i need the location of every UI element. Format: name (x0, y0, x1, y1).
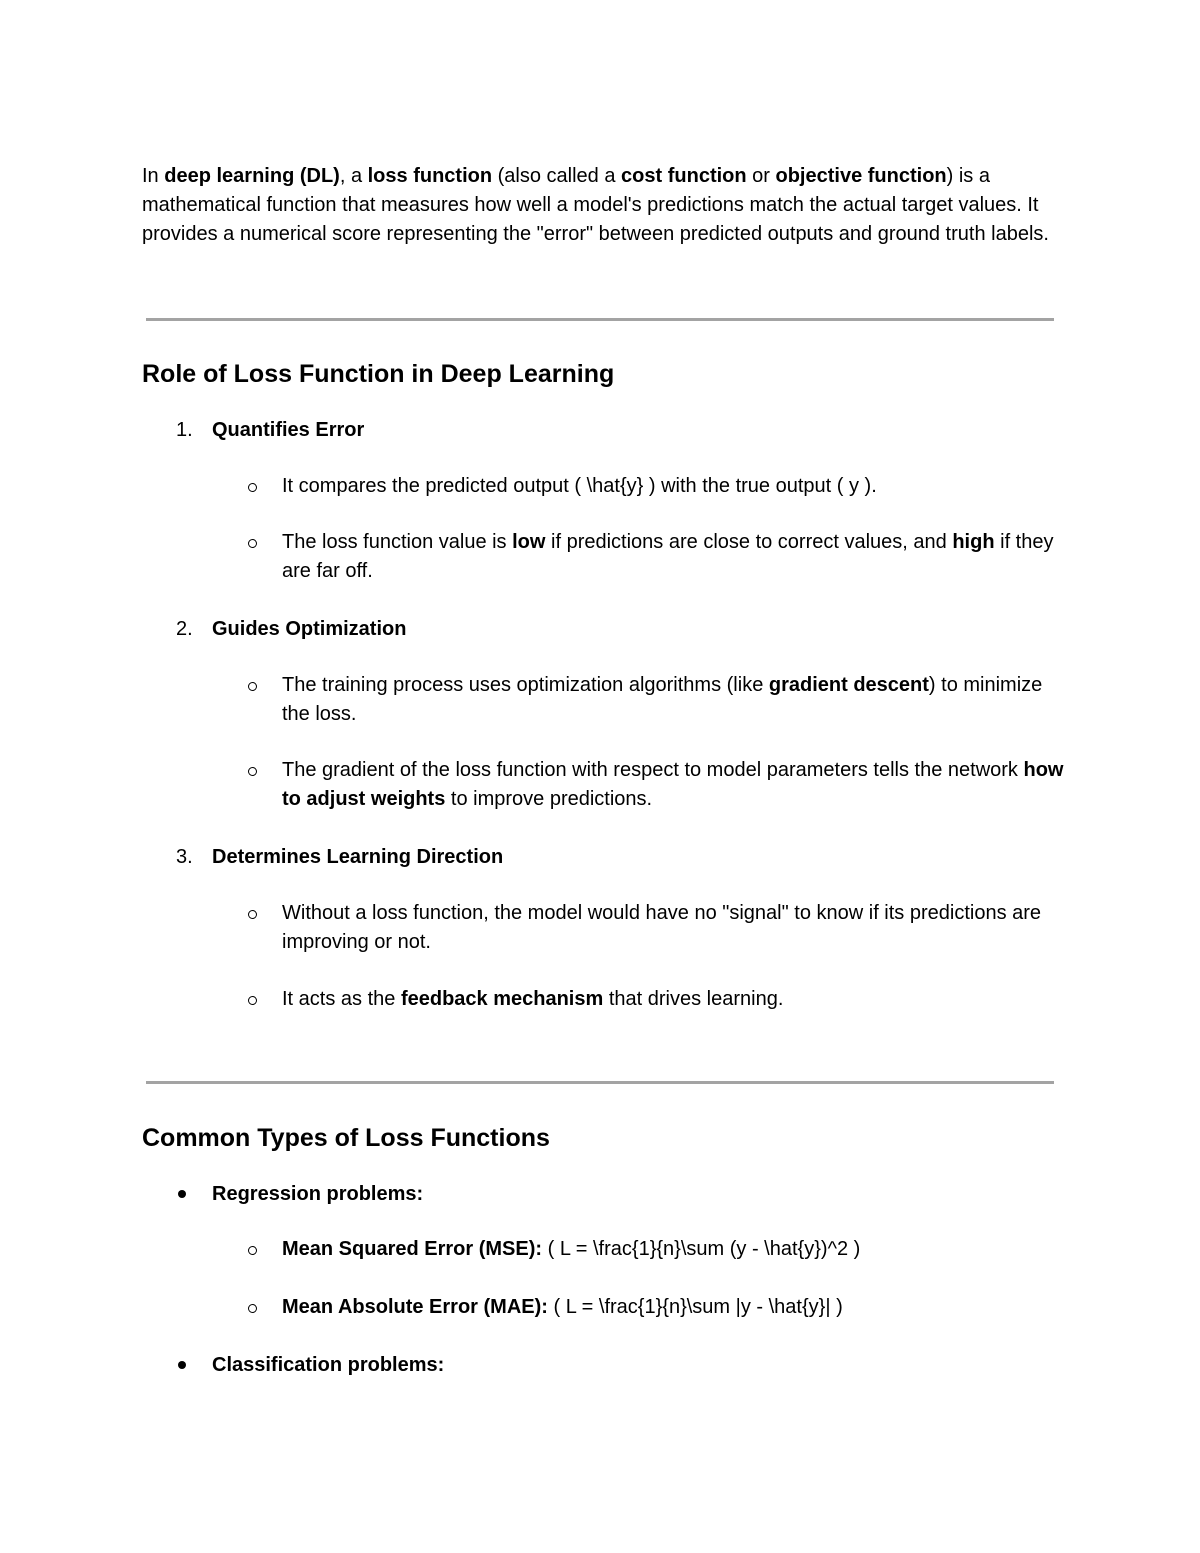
horizontal-rule (146, 1081, 1054, 1084)
list-item-title: Classification problems: (212, 1354, 445, 1376)
section-heading-role: Role of Loss Function in Deep Learning (142, 360, 615, 388)
hollow-bullet-icon (248, 539, 257, 548)
list-subitem: The loss function value is low if predictions are close to correct values, and high if they are far off. (282, 531, 1054, 582)
list-subitem: The gradient of the loss function with respect to model parameters tells the network how to adjust weights to improve predictions. (282, 759, 1064, 810)
horizontal-rule (146, 318, 1054, 321)
list-subitem: Mean Absolute Error (MAE): ( L = \frac{1}{n}\sum |y - \hat{y}| ) (282, 1296, 843, 1318)
filled-bullet-icon (178, 1361, 186, 1369)
hollow-bullet-icon (248, 767, 257, 776)
hollow-bullet-icon (248, 1304, 257, 1313)
hollow-bullet-icon (248, 996, 257, 1005)
hollow-bullet-icon (248, 1246, 257, 1255)
hollow-bullet-icon (248, 483, 257, 492)
intro-paragraph: In deep learning (DL), a loss function (also called a cost function or objective function) is a mathematical function that measures how well a model's predictions match the actual target values. It provides a numerical score representing the "error" between predicted outputs and ground truth labels. (142, 165, 1049, 245)
hollow-bullet-icon (248, 910, 257, 919)
list-item-title: Regression problems: (212, 1183, 424, 1205)
list-subitem: It acts as the feedback mechanism that drives learning. (282, 988, 784, 1010)
list-subitem: Without a loss function, the model would have no "signal" to know if its predictions are improving or not. (282, 902, 1042, 953)
list-item-title: Quantifies Error (212, 419, 365, 441)
list-subitem: It compares the predicted output ( \hat{y} ) with the true output ( y ). (282, 475, 877, 497)
list-subitem: Mean Squared Error (MSE): ( L = \frac{1}{n}\sum (y - \hat{y})^2 ) (282, 1238, 861, 1260)
section-heading-types: Common Types of Loss Functions (142, 1124, 550, 1152)
list-number: 3. (176, 846, 193, 868)
list-subitem: The training process uses optimization algorithms (like gradient descent) to minimize the loss. (282, 674, 1043, 725)
list-number: 1. (176, 419, 193, 441)
list-item-title: Determines Learning Direction (212, 846, 504, 868)
hollow-bullet-icon (248, 682, 257, 691)
filled-bullet-icon (178, 1190, 186, 1198)
list-item-title: Guides Optimization (212, 618, 407, 640)
list-number: 2. (176, 618, 193, 640)
